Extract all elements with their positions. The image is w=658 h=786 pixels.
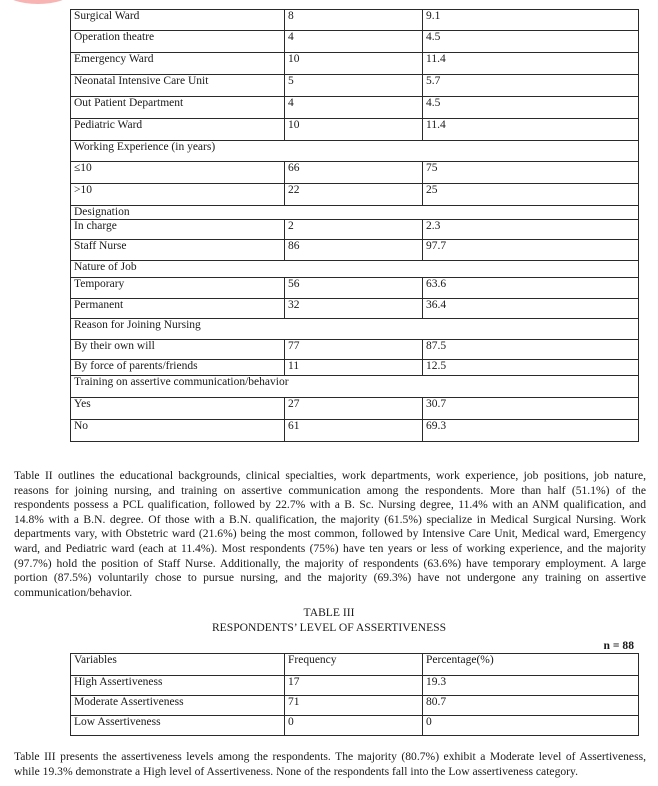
cell-percentage: 2.3 [423, 220, 639, 240]
cell-frequency: 8 [285, 10, 423, 31]
header-frequency: Frequency [285, 654, 423, 676]
cell-frequency: 77 [285, 340, 423, 360]
cell-variable: In charge [71, 220, 285, 240]
cell-percentage: 4.5 [423, 97, 639, 119]
table-row [71, 420, 639, 442]
cell-percentage: 11.4 [423, 53, 639, 75]
table-3 [70, 653, 639, 736]
table-row [71, 31, 639, 53]
table-row [71, 240, 639, 261]
cell-percentage: 97.7 [423, 240, 639, 261]
cell-frequency: 11 [285, 360, 423, 376]
table-row [71, 696, 639, 716]
table-3-caption: TABLE III [303, 606, 355, 619]
section-heading: Working Experience (in years) [71, 141, 639, 162]
cell-variable: Out Patient Department [71, 97, 285, 119]
cell-frequency: 4 [285, 97, 423, 119]
table-row [71, 340, 639, 360]
cell-frequency: 0 [285, 716, 423, 736]
section-heading: Nature of Job [71, 261, 639, 278]
section-heading: Designation [71, 206, 639, 220]
table-header-row [71, 654, 639, 676]
table-section-row [71, 206, 639, 220]
cell-variable: High Assertiveness [71, 676, 285, 696]
table-section-row [71, 261, 639, 278]
cell-frequency: 22 [285, 184, 423, 206]
table-section-row [71, 376, 639, 398]
sample-size-label: n = 88 [603, 639, 634, 652]
table-row [71, 10, 639, 31]
cell-percentage: 9.1 [423, 10, 639, 31]
cell-percentage: 0 [423, 716, 639, 736]
cell-variable: Moderate Assertiveness [71, 696, 285, 716]
cell-percentage: 63.6 [423, 278, 639, 299]
table-row [71, 676, 639, 696]
cell-frequency: 66 [285, 162, 423, 184]
cell-variable: Neonatal Intensive Care Unit [71, 75, 285, 97]
cell-percentage: 30.7 [423, 398, 639, 420]
cell-frequency: 4 [285, 31, 423, 53]
cell-percentage: 5.7 [423, 75, 639, 97]
cell-percentage: 25 [423, 184, 639, 206]
table-2-body [71, 10, 639, 442]
cell-variable: Low Assertiveness [71, 716, 285, 736]
cell-frequency: 10 [285, 119, 423, 141]
cell-variable: Pediatric Ward [71, 119, 285, 141]
paragraph-table-3-description: Table III presents the assertiveness levels among the respondents. The majority (80.7%) exhibit a Moderate level of Assertiveness, while 19.3% demonstrate a High level of Assertiveness. None of the respondents fall into the Low assertiveness category. [14, 750, 646, 778]
cell-variable: Permanent [71, 299, 285, 319]
cell-frequency: 56 [285, 278, 423, 299]
cell-variable: By their own will [71, 340, 285, 360]
cell-frequency: 71 [285, 696, 423, 716]
cell-frequency: 5 [285, 75, 423, 97]
table-row [71, 97, 639, 119]
cell-variable: ≤10 [71, 162, 285, 184]
cell-variable: Operation theatre [71, 31, 285, 53]
cell-variable: Yes [71, 398, 285, 420]
cell-frequency: 27 [285, 398, 423, 420]
table-3-title: RESPONDENTS’ LEVEL OF ASSERTIVENESS [211, 621, 447, 634]
cell-variable: Temporary [71, 278, 285, 299]
cell-percentage: 75 [423, 162, 639, 184]
table-row [71, 119, 639, 141]
table-row [71, 162, 639, 184]
cell-variable: By force of parents/friends [71, 360, 285, 376]
table-row [71, 75, 639, 97]
cell-percentage: 4.5 [423, 31, 639, 53]
table-row [71, 220, 639, 240]
cell-variable: >10 [71, 184, 285, 206]
paragraph-table-2-description: Table II outlines the educational backgrounds, clinical specialties, work departments, work experience, job positions, job nature, reasons for joining nursing, and training on assertive communication among the respondents. More than half (51.1%) of the respondents possess a PCL qualification, followed by 22.7% with a B. Sc. Nursing degree, 11.4% with an ANM qualification, and 14.8% with a B.N. degree. Of those with a B.N. qualification, the majority (61.5%) specialize in Medical Surgical Nursing. Work departments vary, with Obstetric ward (21.6%) being the most common, followed by Intensive Care Unit, Medical ward, Emergency ward, and Pediatric ward (each at 11.4%). Most respondents (75%) have ten years or less of working experience, and the majority (97.7%) hold the position of Staff Nurse. Additionally, the majority of respondents (63.6%) have temporary employment. A large portion (87.5%) voluntarily chose to pursue nursing, and the majority (69.3%) have not undergone any training on assertive communication/behavior. [14, 469, 646, 599]
table-row [71, 184, 639, 206]
table-row [71, 278, 639, 299]
table-row [71, 53, 639, 75]
table-row [71, 716, 639, 736]
cell-frequency: 32 [285, 299, 423, 319]
section-heading: Training on assertive communication/behavior [71, 376, 639, 398]
table-row [71, 398, 639, 420]
cell-frequency: 2 [285, 220, 423, 240]
cell-frequency: 86 [285, 240, 423, 261]
decorative-pink-blob [6, 0, 70, 4]
cell-percentage: 12.5 [423, 360, 639, 376]
cell-variable: Emergency Ward [71, 53, 285, 75]
cell-percentage: 87.5 [423, 340, 639, 360]
cell-variable: Surgical Ward [71, 10, 285, 31]
section-heading: Reason for Joining Nursing [71, 319, 639, 340]
cell-percentage: 69.3 [423, 420, 639, 442]
cell-percentage: 19.3 [423, 676, 639, 696]
table-2-continued [70, 9, 639, 442]
header-variables: Variables [71, 654, 285, 676]
cell-percentage: 36.4 [423, 299, 639, 319]
cell-frequency: 17 [285, 676, 423, 696]
table-row [71, 299, 639, 319]
table-row [71, 360, 639, 376]
cell-variable: No [71, 420, 285, 442]
header-percentage: Percentage(%) [423, 654, 639, 676]
table-section-row [71, 141, 639, 162]
cell-variable: Staff Nurse [71, 240, 285, 261]
cell-percentage: 11.4 [423, 119, 639, 141]
table-section-row [71, 319, 639, 340]
cell-percentage: 80.7 [423, 696, 639, 716]
cell-frequency: 61 [285, 420, 423, 442]
cell-frequency: 10 [285, 53, 423, 75]
